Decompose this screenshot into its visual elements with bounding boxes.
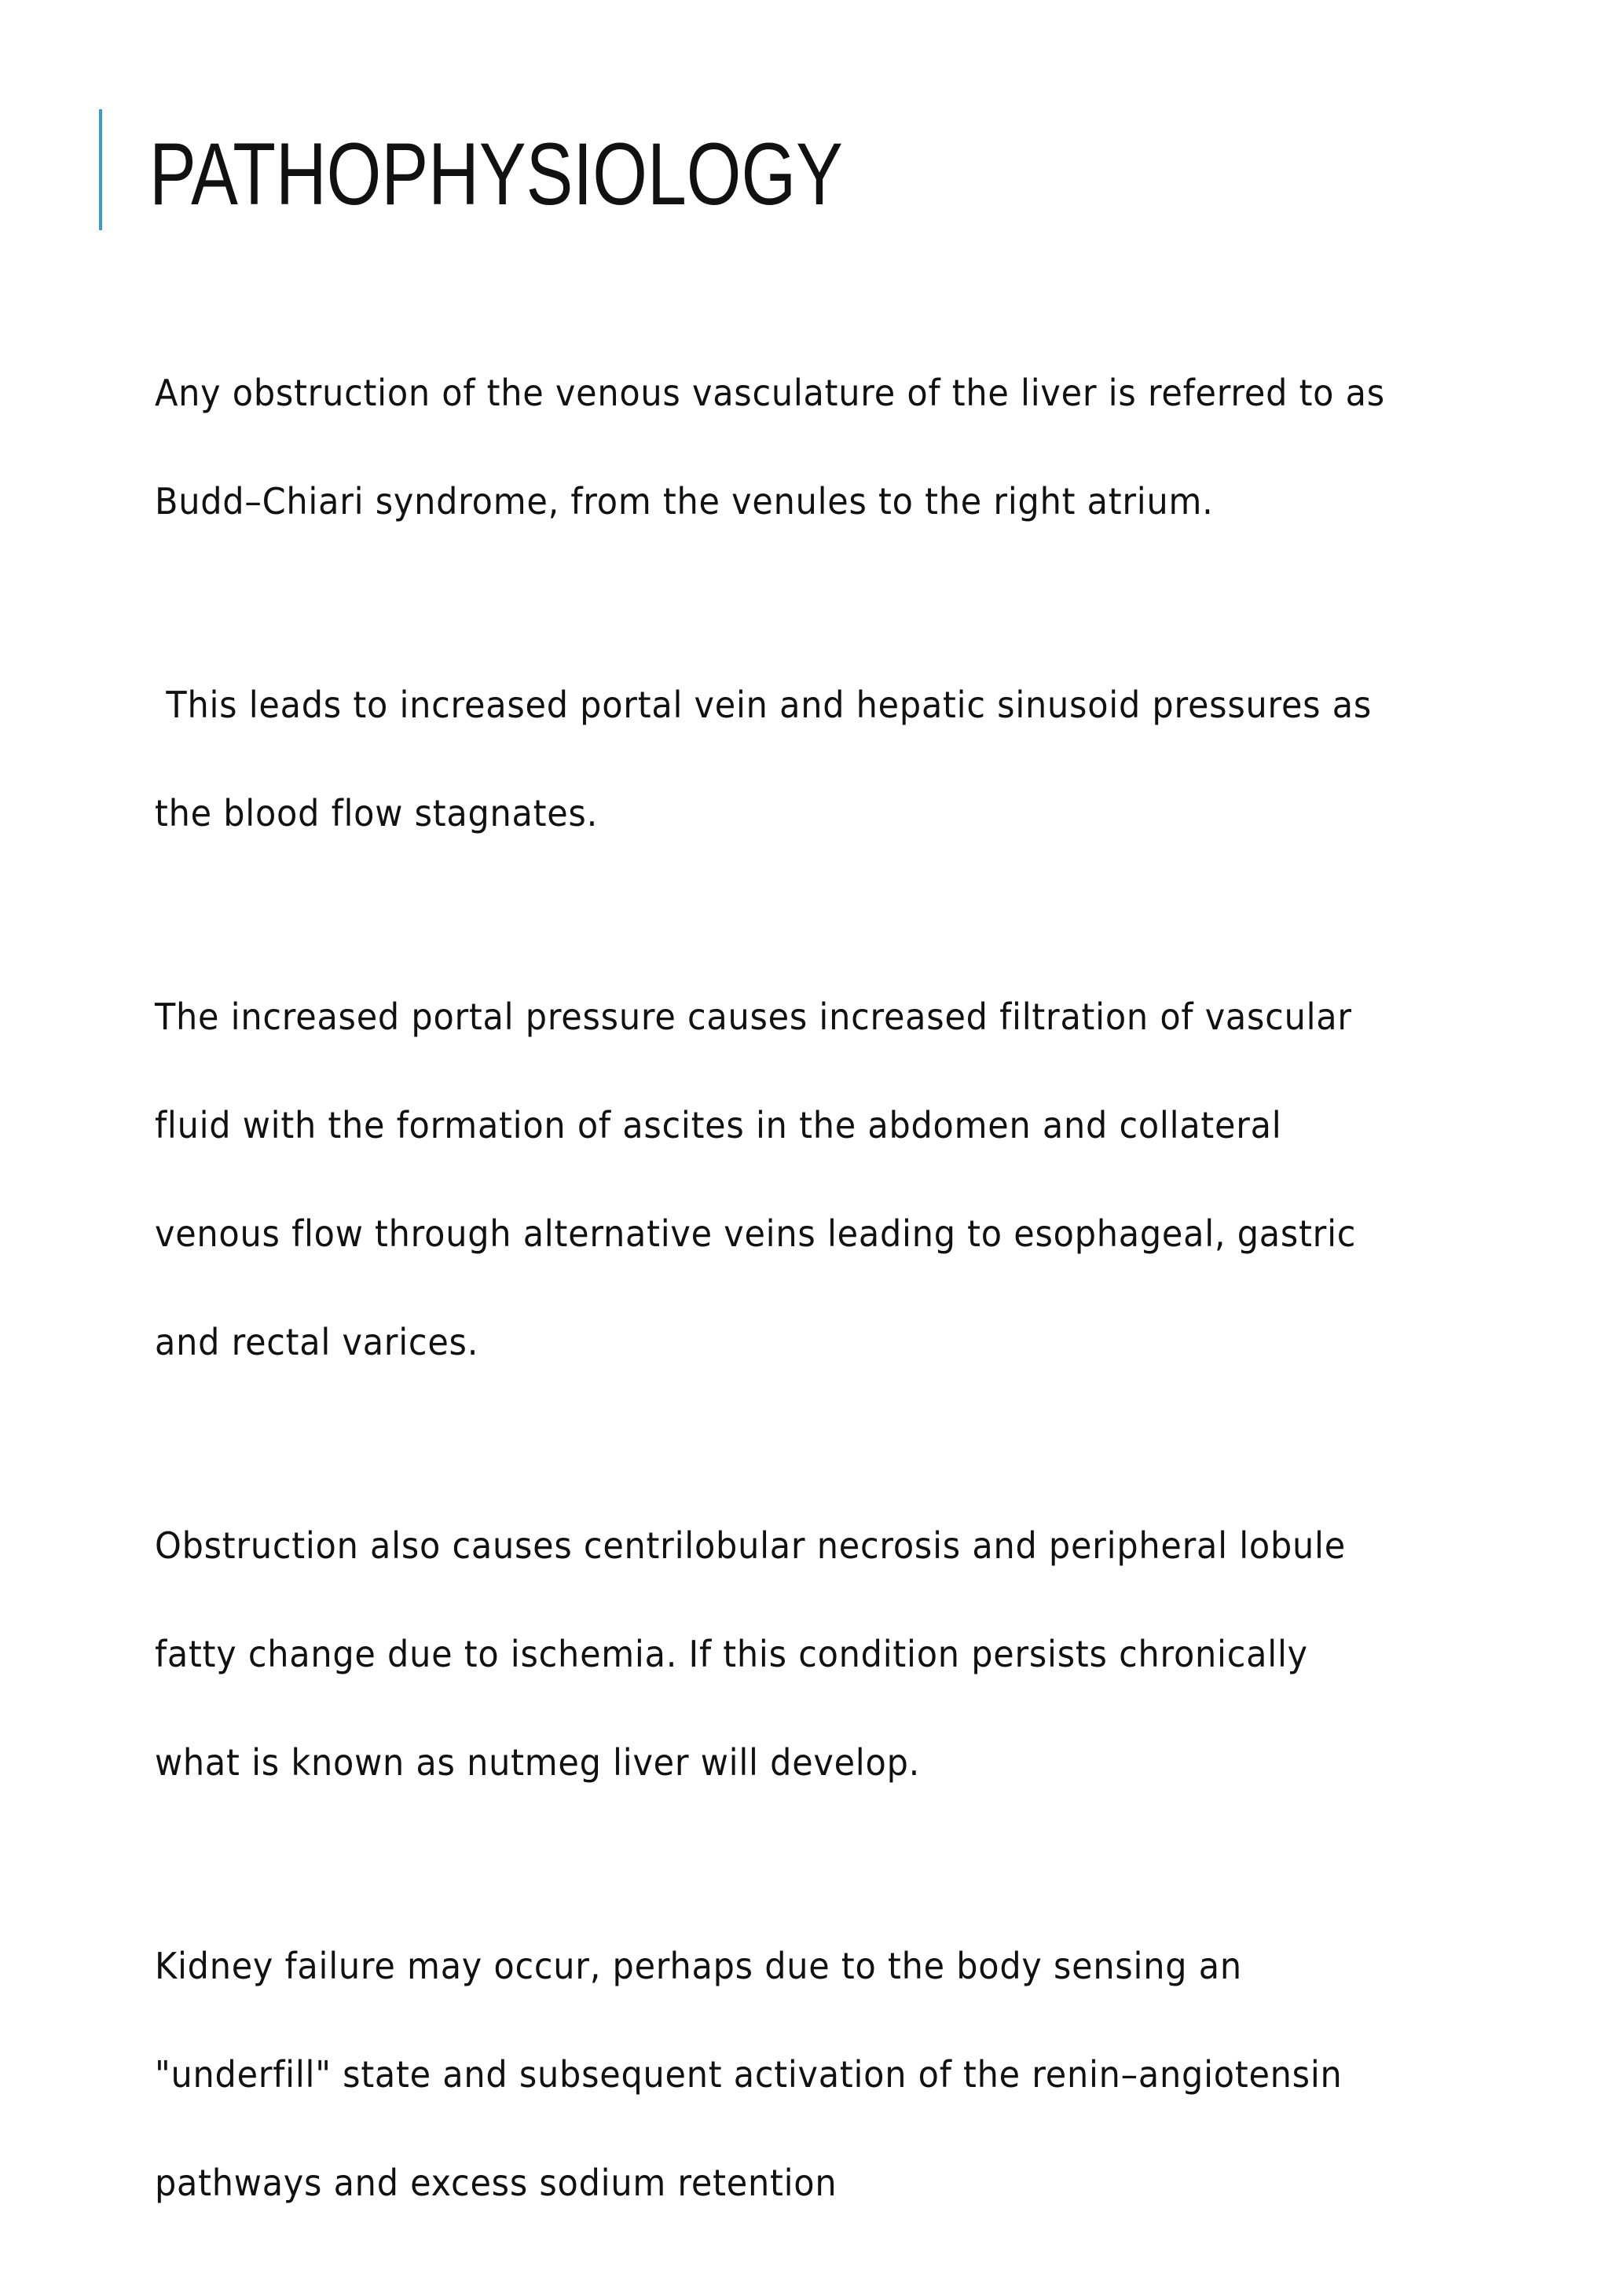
text-line: venous flow through alternative veins leading to esophageal, gastric — [155, 1212, 1357, 1255]
text-line: fatty change due to ischemia. If this condition persists chronically — [155, 1633, 1308, 1675]
title-accent-bar — [99, 109, 102, 230]
slide-body — [155, 303, 1490, 2296]
text-line: pathways and excess sodium retention — [155, 2162, 837, 2204]
text-line: the blood flow stagnates. — [155, 792, 599, 834]
text-line: what is known as nutmeg liver will develop. — [155, 1741, 921, 1784]
text-line: fluid with the formation of ascites in the abdomen and collateral — [155, 1104, 1282, 1146]
paragraph-increased-pressures — [155, 614, 1404, 904]
text-line: Budd–Chiari syndrome, from the venules to the right atrium. — [155, 480, 1214, 523]
paragraph-necrosis-nutmeg-liver — [155, 1455, 1404, 1853]
text-line: Any obstruction of the venous vasculature of the liver is referred to as — [155, 372, 1385, 414]
text-line: The increased portal pressure causes increased filtration of vascular — [155, 996, 1352, 1038]
text-line: "underfill" state and subsequent activation of the renin–angiotensin — [155, 2053, 1343, 2096]
paragraph-kidney-failure — [155, 1876, 1404, 2273]
text-line: Obstruction also causes centrilobular necrosis and peripheral lobule — [155, 1524, 1346, 1567]
slide-title: PATHOPHYSIOLOGY — [149, 125, 843, 223]
text-line: Kidney failure may occur, perhaps due to the body sensing an — [155, 1945, 1242, 1987]
paragraph-portal-pressure-effects — [155, 926, 1404, 1432]
text-line: and rectal varices. — [155, 1321, 479, 1363]
paragraph-budd-chiari-definition — [155, 303, 1404, 592]
text-line: This leads to increased portal vein and hepatic sinusoid pressures as — [155, 684, 1373, 726]
